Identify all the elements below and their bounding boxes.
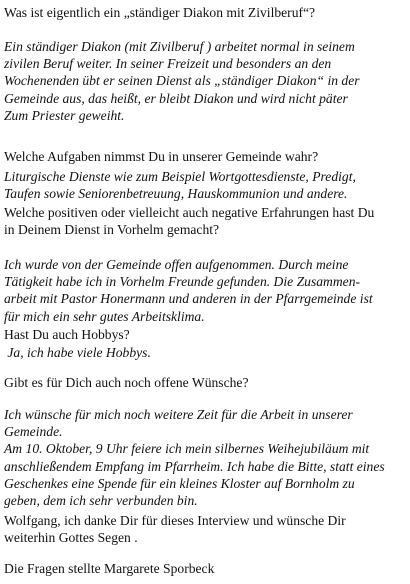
answer-diakon: Ein ständiger Diakon (mit Zivilberuf ) arbeitet normal in seinem zivilen Beruf weiter. In seiner Freizeit und besonders an den Wochenenden übt er seinen Dienst als „ständiger Diakon“ in der Gemeinde aus, das heißt, er bleibt Diakon und wird nicht päter Zum Priester geweiht. [4, 39, 360, 123]
question-aufgaben: Welche Aufgaben nimmst Du in unserer Gemeinde wahr? [4, 149, 319, 164]
answer-wuensche: Ich wünsche für mich noch weitere Zeit für die Arbeit in unserer Gemeinde. Am 10. Oktober, 9 Uhr feiere ich mein silbernes Weihejubiläum mit anschließendem Empfang im Pfarrheim. Ich habe die Bitte, statt eines Geschenkes eine Spende für ein kleines Kloster auf Bornholm zu geben, dem ich sehr verbunden bin. [4, 407, 385, 509]
question-diakon: Was ist eigentlich ein „ständiger Diakon mit Zivilberuf“? [4, 5, 316, 20]
answer-hobbys: Ja, ich habe viele Hobbys. [4, 345, 151, 360]
answer-erfahrungen: Ich wurde von der Gemeinde offen aufgenommen. Durch meine Tätigkeit habe ich in Vorhelm Freunde gefunden. Die Zusammen- arbeit mit Pastor Honermann und anderen in der Pfarrgemeinde ist für mich ein sehr gutes Arbeitsklima. [4, 257, 373, 324]
interviewer-credit: Die Fragen stellte Margarete Sporbeck [4, 561, 215, 576]
question-hobbys: Hast Du auch Hobbys? [4, 327, 130, 342]
question-erfahrungen: Welche positiven oder vielleicht auch negative Erfahrungen hast Du in Deinem Dienst in Vorhelm gemacht? [4, 205, 375, 238]
answer-aufgaben: Liturgische Dienste wie zum Beispiel Wortgottesdienste, Predigt, Taufen sowie Seniorenbetreuung, Hauskommunion und andere. [4, 169, 356, 202]
closing-thanks: Wolfgang, ich danke Dir für dieses Interview und wünsche Dir weiterhin Gottes Segen . [4, 513, 346, 546]
question-wuensche: Gibt es für Dich auch noch offene Wünsche? [4, 375, 249, 390]
